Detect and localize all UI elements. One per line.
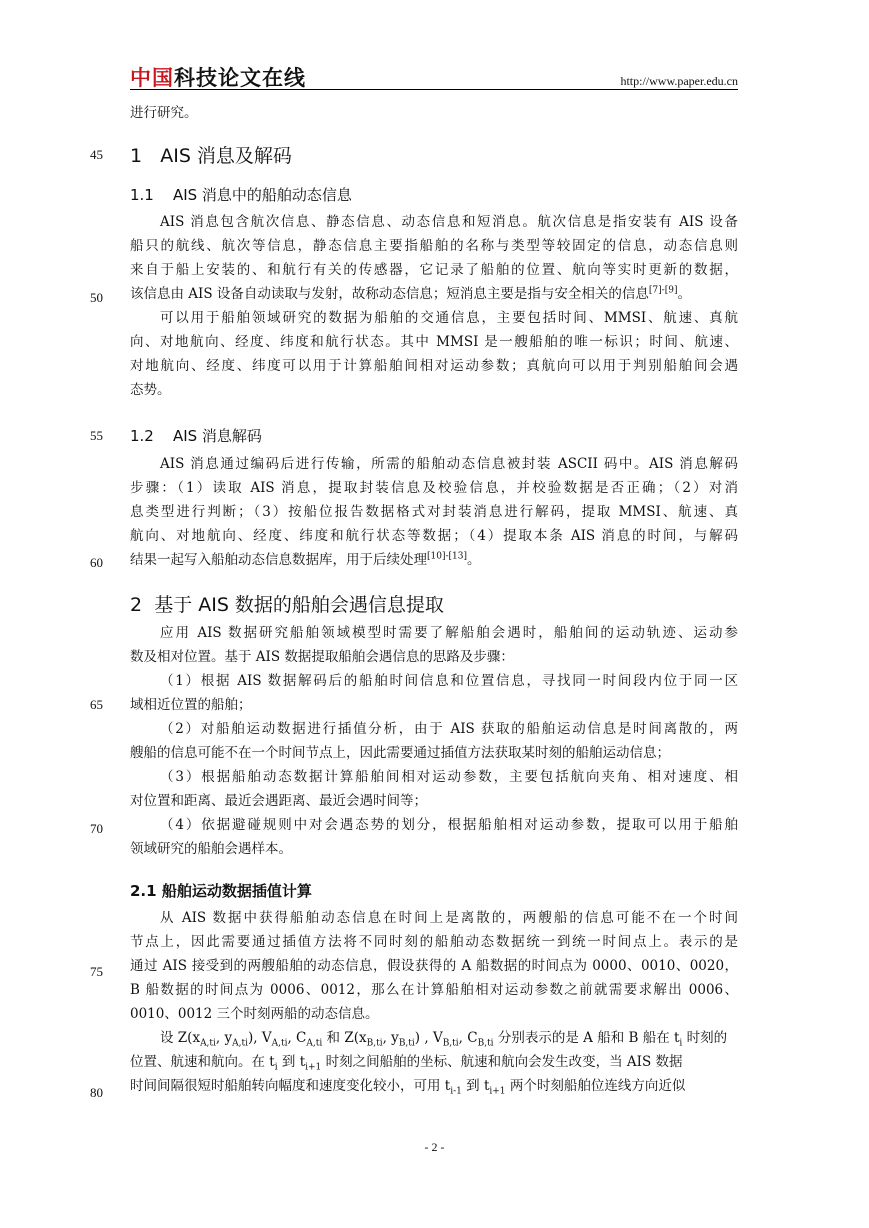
- text-span: 位置、航速和航向。在 t: [130, 1054, 275, 1070]
- line-number: 50: [90, 290, 103, 305]
- text-line: 艘船的信息可能不在一个时间节点上，因此需要通过插值方法获取某时刻的船舶运动信息；: [130, 745, 670, 761]
- text-line: 船只的航线、航次等信息，静态信息主要指船舶的名称与类型等较固定的信息，动态信息则: [130, 238, 738, 254]
- section-number: 2: [130, 594, 143, 616]
- subscript: i: [274, 1062, 278, 1073]
- text-span: 该信息由 AIS 设备自动读取与发射，故称动态信息；短消息主要是指与安全相关的信息: [130, 286, 649, 302]
- line-number: 55: [90, 428, 103, 443]
- text-span: 到 t: [461, 1078, 490, 1094]
- text-span: 和: [322, 1030, 345, 1046]
- text-line: （2）对船舶运动数据进行插值分析，由于 AIS 获取的船舶运动信息是时间离散的，两: [160, 721, 738, 737]
- text-line: [130, 1050, 738, 1074]
- text-span: 。: [677, 286, 691, 302]
- text-line: 来自于船上安装的、和航行有关的传感器，它记录了船舶的位置、航向等实时更新的数据，: [130, 262, 738, 278]
- line-number: 70: [90, 821, 103, 836]
- subscript: i-1: [450, 1086, 462, 1097]
- section-title: 基于 AIS 数据的船舶会遇信息提取: [154, 594, 444, 616]
- subscript: i: [679, 1038, 683, 1049]
- journal-logo: [130, 62, 306, 92]
- logo-black-text: 科技论文在线: [174, 66, 306, 90]
- text-line: 从 AIS 数据中获得船舶动态信息在时间上是离散的，两艘船的信息可能不在一个时间: [160, 910, 738, 926]
- line-number: 45: [90, 147, 103, 162]
- text-line: 态势。: [130, 382, 171, 398]
- citation: [7]-[9]: [648, 285, 678, 296]
- header-rule: [130, 89, 738, 90]
- text-line: （4）依据避碰规则中对会遇态势的划分，根据船舶相对运动参数，提取可以用于船舶: [160, 817, 738, 833]
- paragraph-2: [130, 621, 738, 861]
- text-line: 领域研究的船舶会遇样本。: [130, 841, 292, 857]
- logo-red-text: 中国: [130, 66, 174, 90]
- formula-line: 设 $Z(x_{A,ti}$, $y_{A,ti}$), $V_{A,ti}$, $C_{A,ti}$ 和 $Z(x_{B,ti}$, $y_{B,ti}$) , $V_{B,ti}$, $C_{B,ti}$ 分别表示的是 A 船和 B 船在 $t_i$ 时刻的: [160, 1030, 728, 1049]
- subsection-1-2-heading: [130, 425, 262, 446]
- text-span: 结果一起写入船舶动态信息数据库，用于后续处理: [130, 552, 427, 568]
- text-line: 步骤：（1）读取 AIS 消息，提取封装信息及校验信息，并校验数据是否正确；（2）对消: [130, 480, 738, 496]
- text-line: （1）根据 AIS 数据解码后的船舶时间信息和位置信息，寻找同一时间段内位于同一区: [160, 673, 738, 689]
- text-span: 两个时刻船舶位连线方向近似: [505, 1078, 686, 1094]
- subsection-number: 2.1: [130, 882, 157, 900]
- line-number: 75: [90, 964, 103, 979]
- text-line: 进行研究。: [130, 105, 198, 121]
- text-line: 对地航向、经度、纬度可以用于计算船舶间相对运动参数；真航向可以用于判别船舶间会遇: [130, 358, 738, 374]
- text-span: 。: [467, 552, 481, 568]
- text-line: 0010、0012 三个时刻两船的动态信息。: [130, 1006, 379, 1022]
- paragraph-1-2: [130, 452, 738, 572]
- intro-paragraph: [130, 101, 738, 125]
- text-line: AIS 消息通过编码后进行传输，所需的船舶动态信息被封装 ASCII 码中。AIS 消息解码: [160, 456, 738, 472]
- paragraph-1-1-a: [130, 210, 738, 402]
- line-number: 80: [90, 1085, 103, 1100]
- subscript: i+1: [305, 1062, 322, 1073]
- subscript: i+1: [489, 1086, 506, 1097]
- text-line: 数及相对位置。基于 AIS 数据提取船舶会遇信息的思路及步骤：: [130, 649, 514, 665]
- citation: [10]-[13]: [427, 551, 467, 562]
- text-line: 应用 AIS 数据研究船舶领域模型时需要了解船舶会遇时，船舶间的运动轨迹、运动参: [160, 625, 738, 641]
- section-1-heading: [130, 141, 292, 168]
- text-span: 时间间隔很短时船舶转向幅度和速度变化较小，可用 t: [130, 1078, 451, 1094]
- text-line: [130, 282, 738, 306]
- line-number: 60: [90, 555, 103, 570]
- section-title: AIS 消息及解码: [160, 145, 292, 167]
- page-number: - 2 -: [424, 1140, 445, 1154]
- section-number: 1: [130, 145, 143, 167]
- text-line: 域相近位置的船舶；: [130, 697, 252, 713]
- text-line: B 船数据的时间点为 0006、0012，那么在计算船舶相对运动参数之前就需要求解出 0006、: [130, 982, 738, 998]
- text-span: 时刻之间船舶的坐标、航速和航向会发生改变，当 AIS 数据: [321, 1054, 683, 1070]
- subsection-number: 1.1: [130, 186, 154, 204]
- subsection-title: AIS 消息解码: [172, 427, 262, 445]
- text-line: 航向、对地航向、经度、纬度和航行状态等数据；（4）提取本条 AIS 消息的时间，与解码: [130, 528, 738, 544]
- text-line: AIS 消息包含航次信息、静态信息、动态信息和短消息。航次信息是指安装有 AIS 设备: [160, 214, 738, 230]
- subsection-1-1-heading: [130, 184, 352, 205]
- paragraph-2-1: [130, 906, 738, 1098]
- text-span: 分别表示的是 A 船和 B 船在 t: [493, 1030, 680, 1046]
- subsection-number: 1.2: [130, 427, 154, 445]
- section-2-heading: [130, 590, 444, 617]
- text-line: 通过 AIS 接受到的两艘船舶的动态信息，假设获得的 A 船数据的时间点为 0000、0010、0020，: [130, 958, 738, 974]
- subsection-title: 船舶运动数据插值计算: [161, 882, 312, 900]
- text-span: 时刻的: [682, 1030, 728, 1046]
- text-line: [130, 548, 738, 572]
- text-span: 设: [160, 1030, 178, 1046]
- text-line: 可以用于船舶领域研究的数据为船舶的交通信息，主要包括时间、MMSI、航速、真航: [160, 310, 738, 326]
- text-line: （3）根据船舶动态数据计算船舶间相对运动参数，主要包括航向夹角、相对速度、相: [160, 769, 738, 785]
- text-line: 节点上，因此需要通过插值方法将不同时刻的船舶动态数据统一到统一时间点上。表示的是: [130, 934, 738, 950]
- header-url[interactable]: http://www.paper.edu.cn: [620, 74, 738, 88]
- text-line: 息类型进行判断；（3）按船位报告数据格式对封装消息进行解码，提取 MMSI、航速、真: [130, 504, 738, 520]
- line-number: 65: [90, 697, 103, 712]
- text-line: [130, 1074, 738, 1098]
- subsection-title: AIS 消息中的船舶动态信息: [172, 186, 352, 204]
- subsection-2-1-heading: [130, 880, 312, 901]
- text-line: 向、对地航向、经度、纬度和航行状态。其中 MMSI 是一艘船舶的唯一标识；时间、航速、: [130, 334, 738, 350]
- text-line: 对位置和距离、最近会遇距离、最近会遇时间等；: [130, 793, 427, 809]
- text-span: 到 t: [277, 1054, 306, 1070]
